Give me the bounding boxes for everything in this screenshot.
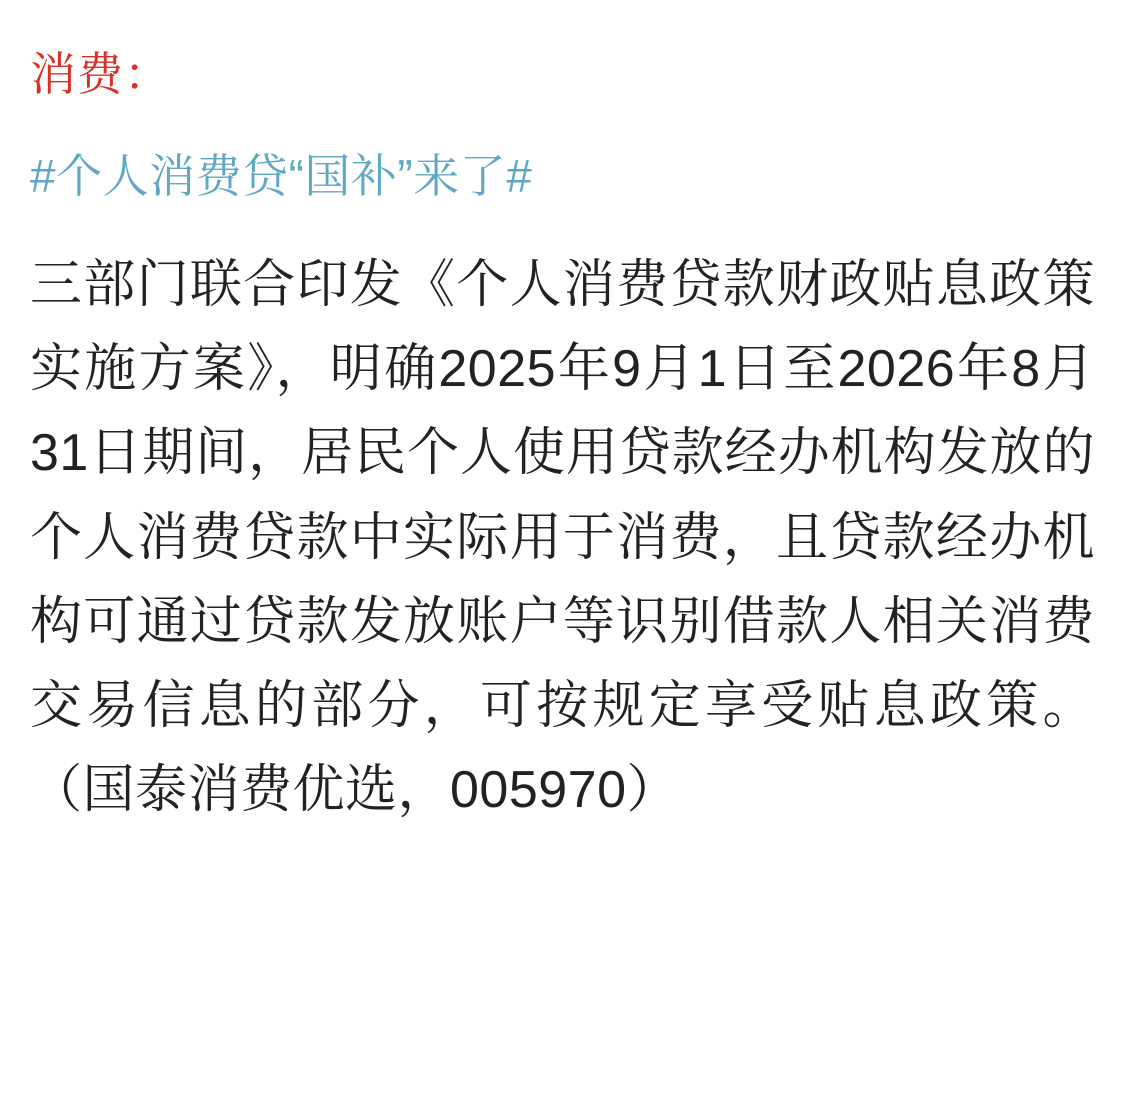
category-label: 消费： <box>30 48 171 100</box>
hashtag-topic-link[interactable]: #个人消费贷“国补”来了# <box>30 149 533 202</box>
post-body-text: 三部门联合印发《个人消费贷款财政贴息政策实施方案》，明确2025年9月1日至2026年8月31日期间，居民个人使用贷款经办机构发放的个人消费贷款中实际用于消费，且贷款经办机构可通过贷款发放账户等识别借款人相关消费交易信息的部分，可按规定享受贴息政策。（国泰消费优选，005970） <box>30 256 1095 820</box>
